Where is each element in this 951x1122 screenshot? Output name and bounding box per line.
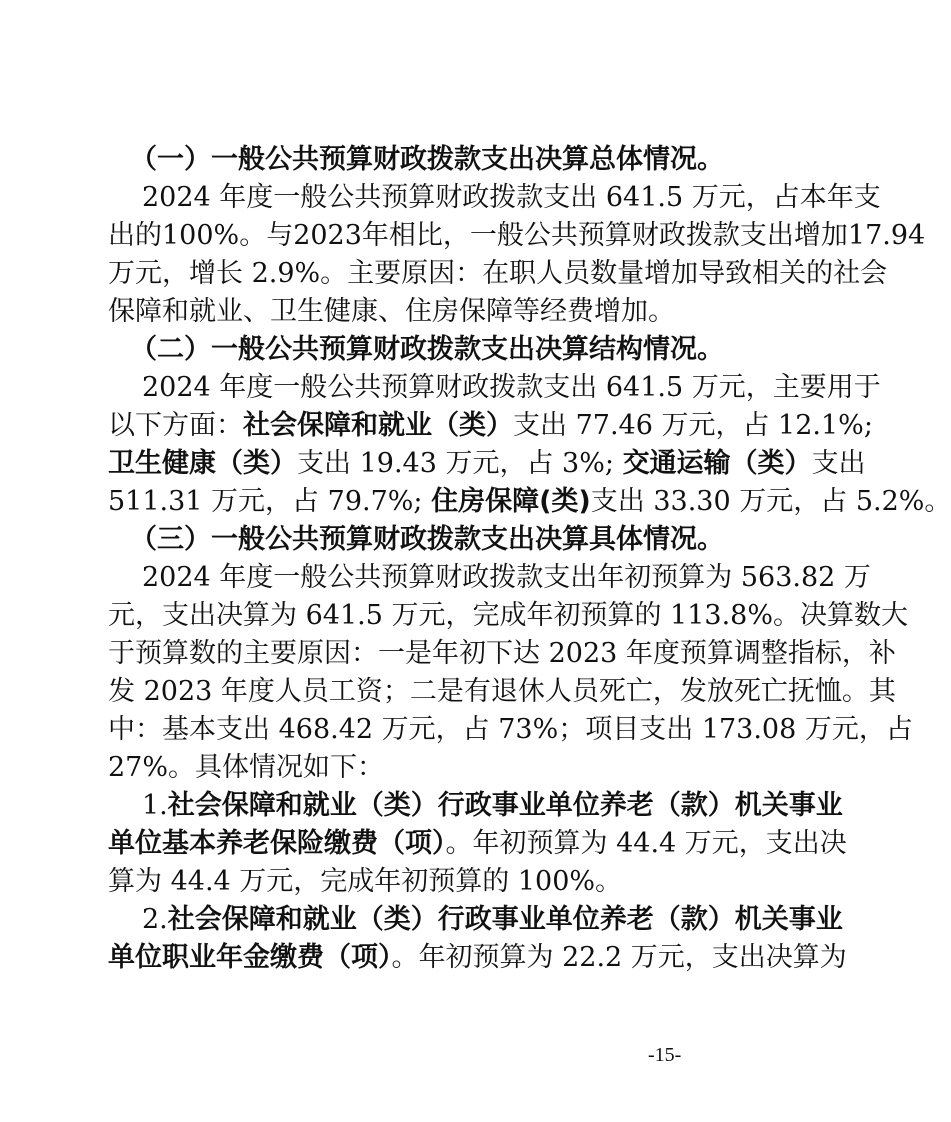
text-line [108, 217, 926, 255]
text-line [108, 635, 896, 673]
text: 以下方面： [108, 410, 243, 441]
text: 支出 19.43 万元，占 3%; [297, 448, 623, 479]
text: 27%。具体情况如下： [108, 752, 385, 783]
bold-text: 卫生健康（类） [108, 448, 297, 479]
bold-text: 单位基本养老保险缴费（项） [108, 828, 446, 859]
text: 于预算数的主要原因：一是年初下达 2023 年度预算调整指标，补 [108, 638, 896, 669]
text-line [108, 939, 847, 977]
text-line [108, 255, 888, 293]
text: 。年初预算为 22.2 万元，支出决算为 [391, 942, 847, 973]
document-body [108, 141, 951, 977]
text-line [108, 863, 694, 901]
text-line [108, 597, 908, 635]
text: 保障和就业、卫生健康、住房保障等经费增加。 [108, 296, 675, 327]
text: 。年初预算为 44.4 万元，支出决 [445, 828, 847, 859]
text: 万元，增长 2.9%。主要原因：在职人员数量增加导致相关的社会 [108, 258, 888, 289]
text-line [108, 293, 694, 331]
bold-text: （二）一般公共预算财政拨款支出决算结构情况。 [130, 334, 724, 365]
text: 2024 年度一般公共预算财政拨款支出年初预算为 563.82 万 [142, 562, 871, 593]
text: 发 2023 年度人员工资；二是有退休人员死亡，发放死亡抚恤。其 [108, 676, 896, 707]
text-line [108, 673, 896, 711]
text-line [108, 179, 881, 217]
text: 511.31 万元，占 79.7%; [108, 486, 432, 517]
text-line [108, 407, 873, 445]
text: 出的100%。与2023年相比，一般公共预算财政拨款支出增加17.94 [108, 220, 926, 251]
section-heading [108, 331, 724, 369]
bold-text: 单位职业年金缴费（项） [108, 942, 392, 973]
text-line [108, 559, 871, 597]
bold-text: 社会保障和就业（类）行政事业单位养老（款）机关事业 [167, 904, 843, 935]
text: 支出 77.46 万元，占 12.1%; [513, 410, 873, 441]
text-line [108, 711, 913, 749]
text-line [108, 825, 847, 863]
text: 2. [142, 904, 168, 935]
text: 支出 33.30 万元，占 5.2%。 [590, 486, 951, 517]
text-line [108, 787, 843, 825]
bold-text: （一）一般公共预算财政拨款支出决算总体情况。 [130, 144, 724, 175]
text-line [108, 749, 694, 787]
text: 中：基本支出 468.42 万元，占 73%；项目支出 173.08 万元，占 [108, 714, 913, 745]
page-number: -15- [648, 1044, 682, 1066]
text: 2024 年度一般公共预算财政拨款支出 641.5 万元，主要用于 [142, 372, 881, 403]
bold-text: 交通运输（类） [622, 448, 812, 479]
section-heading [108, 141, 724, 179]
text-line [108, 483, 951, 521]
bold-text: 社会保障和就业（类） [243, 410, 513, 441]
bold-text: （三）一般公共预算财政拨款支出决算具体情况。 [130, 524, 724, 555]
text-line [108, 901, 843, 939]
bold-text: 社会保障和就业（类）行政事业单位养老（款）机关事业 [167, 790, 843, 821]
text: 算为 44.4 万元，完成年初预算的 100%。 [108, 866, 623, 897]
text: 元，支出决算为 641.5 万元，完成年初预算的 113.8%。决算数大 [108, 600, 908, 631]
text: 支出 [811, 448, 866, 479]
text-line [108, 445, 866, 483]
text: 1. [142, 790, 168, 821]
text-line [108, 369, 881, 407]
bold-text: 住房保障(类) [431, 486, 591, 517]
text: 2024 年度一般公共预算财政拨款支出 641.5 万元，占本年支 [142, 182, 881, 213]
section-heading [108, 521, 724, 559]
